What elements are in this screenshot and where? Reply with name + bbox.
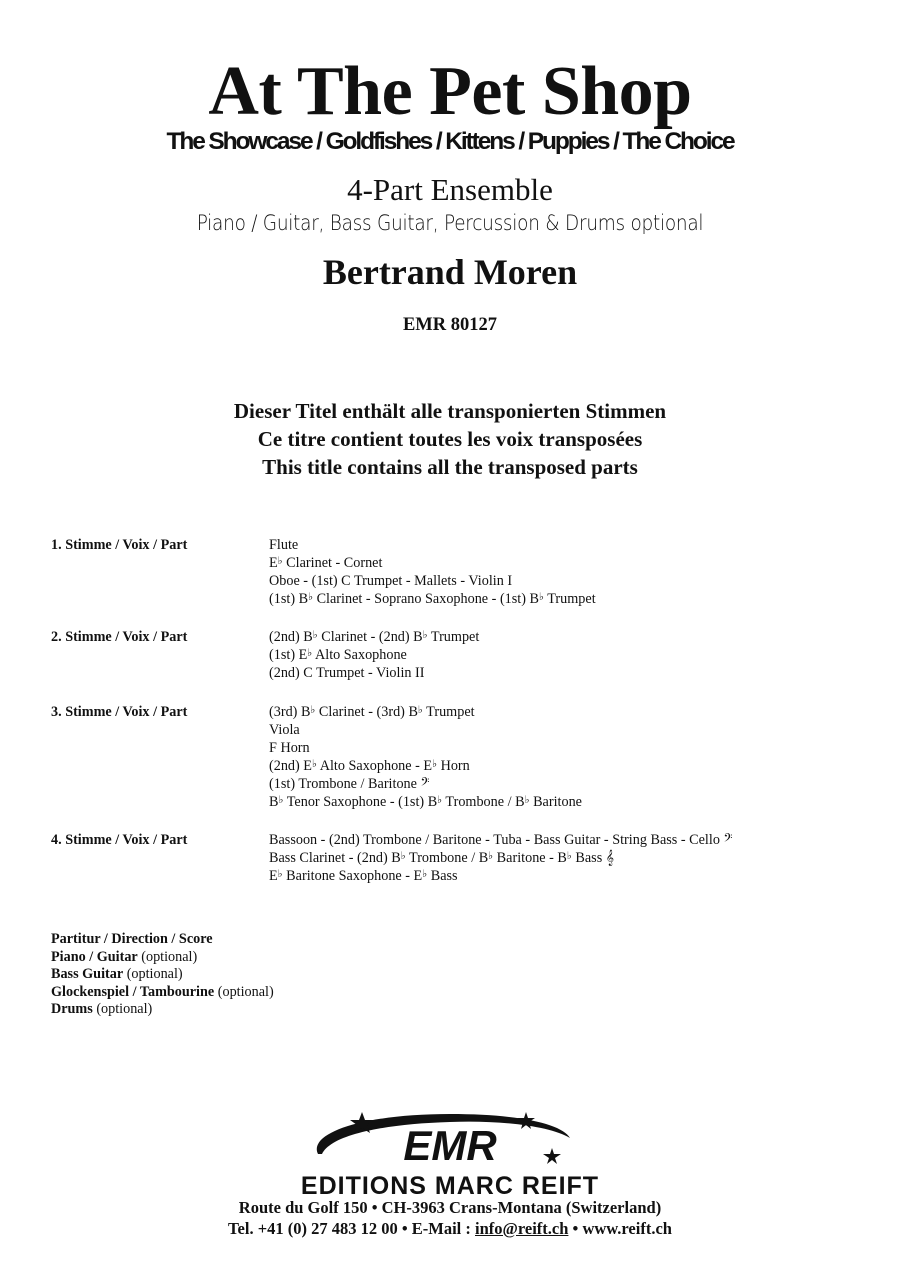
part-instruments	[269, 628, 479, 682]
part-instruments	[269, 536, 596, 608]
bass-clef-icon: 𝄢	[723, 832, 733, 848]
extra-part	[51, 949, 274, 967]
website-link[interactable]: www.reift.ch	[582, 1219, 672, 1238]
flat-sign: ♭	[539, 592, 544, 603]
flat-sign: ♭	[488, 851, 494, 862]
instrument-line: E♭ Baritone Saxophone - E♭ Bass	[269, 868, 458, 884]
page-title: At The Pet Shop	[208, 53, 692, 130]
extra-part-name: Drums	[51, 1001, 93, 1018]
flat-sign: ♭	[566, 851, 572, 862]
composer-name: Bertrand Moren	[322, 252, 578, 292]
instrument-line: Oboe - (1st) C Trumpet - Mallets - Violin I	[269, 573, 513, 589]
emr-logo	[300, 1106, 600, 1201]
flat-sign: ♭	[277, 556, 283, 567]
flat-sign: ♭	[417, 705, 423, 716]
extra-part-note: (optional)	[96, 1001, 153, 1018]
extra-part-note: (optional)	[126, 966, 183, 983]
extra-parts-list	[51, 931, 274, 1019]
flat-sign: ♭	[422, 630, 428, 641]
part-instruments	[269, 703, 582, 811]
instrument-line: E♭ Clarinet - Cornet	[269, 555, 383, 571]
extra-part	[51, 1001, 274, 1019]
flat-sign: ♭	[524, 795, 530, 806]
instrument-line: Bass Clarinet - (2nd) B♭ Trombone / B♭ Baritone - B♭ Bass 𝄞	[269, 850, 615, 866]
flat-sign: ♭	[432, 759, 438, 770]
notice-french: Ce titre contient toutes les voix transposées	[257, 427, 643, 451]
instrument-line: (2nd) C Trumpet - Violin II	[269, 665, 425, 681]
instrument-line: B♭ Tenor Saxophone - (1st) B♭ Trombone / B♭ Baritone	[269, 794, 582, 810]
flat-sign: ♭	[277, 869, 283, 880]
instrument-line: (1st) E♭ Alto Saxophone	[269, 647, 407, 663]
part-label: 2. Stimme / Voix / Part	[51, 629, 188, 645]
email-label: E-Mail :	[411, 1219, 471, 1238]
notice-german: Dieser Titel enthält alle transponierten Stimmen	[233, 399, 667, 423]
publisher-address: Route du Golf 150 • CH-3963 Crans-Montana (Switzerland)	[238, 1198, 662, 1217]
flat-sign: ♭	[307, 648, 313, 659]
instrument-line: (3rd) B♭ Clarinet - (3rd) B♭ Trumpet	[269, 704, 475, 720]
extra-part-name: Piano / Guitar	[51, 948, 138, 965]
movements-subtitle: The Showcase / Goldfishes / Kittens / Puppies / The Choice	[166, 128, 734, 155]
flat-sign: ♭	[308, 592, 314, 603]
flat-sign: ♭	[437, 795, 443, 806]
flat-sign: ♭	[400, 851, 406, 862]
instrument-line: Viola	[269, 722, 300, 738]
flat-sign: ♭	[422, 869, 428, 880]
extra-part-note: (optional)	[217, 983, 274, 1000]
instrument-line: Flute	[269, 537, 299, 553]
publisher-contact: Tel. +41 (0) 27 483 12 00 • E-Mail : info@reift.ch • www.reift.ch	[228, 1219, 672, 1238]
part-instruments	[269, 831, 732, 885]
catalog-number: EMR 80127	[402, 315, 498, 335]
publisher-name: EDITIONS MARC REIFT	[300, 1172, 600, 1200]
transposition-notice	[0, 397, 900, 481]
flat-sign: ♭	[311, 759, 317, 770]
extra-part-name: Bass Guitar	[51, 966, 124, 983]
instrument-line: (1st) Trombone / Baritone 𝄢	[269, 776, 430, 792]
ensemble-type: 4-Part Ensemble	[347, 172, 553, 207]
instrument-line: F Horn	[269, 740, 310, 756]
extra-part	[51, 931, 274, 949]
instrumentation-line: Piano / Guitar, Bass Guitar, Percussion & Drums optional	[196, 211, 704, 235]
part-label: 4. Stimme / Voix / Part	[51, 832, 188, 848]
part-label: 1. Stimme / Voix / Part	[51, 537, 188, 553]
instrument-line: (2nd) B♭ Clarinet - (2nd) B♭ Trumpet	[269, 629, 480, 645]
extra-part-note: (optional)	[141, 948, 198, 965]
extra-part-name: Glockenspiel / Tambourine	[51, 983, 215, 1000]
extra-part-name: Partitur / Direction / Score	[51, 931, 213, 947]
logo-mark: EMR	[403, 1122, 497, 1169]
extra-part	[51, 984, 274, 1002]
part-label: 3. Stimme / Voix / Part	[51, 704, 188, 720]
logo-star-small	[543, 1148, 561, 1164]
instrument-line: Bassoon - (2nd) Trombone / Baritone - Tuba - Bass Guitar - String Bass - Cello 𝄢	[269, 832, 733, 848]
phone: Tel. +41 (0) 27 483 12 00	[228, 1219, 398, 1238]
notice-english: This title contains all the transposed parts	[262, 455, 638, 479]
instrument-line: (2nd) E♭ Alto Saxophone - E♭ Horn	[269, 758, 470, 774]
flat-sign: ♭	[312, 630, 318, 641]
instrument-line: (1st) B♭ Clarinet - Soprano Saxophone - (1st) B♭ Trumpet	[269, 591, 596, 607]
treble-clef-icon: 𝄞	[605, 850, 615, 866]
flat-sign: ♭	[278, 795, 284, 806]
extra-part	[51, 966, 274, 984]
bass-clef-icon: 𝄢	[420, 776, 430, 792]
email-link[interactable]: info@reift.ch	[475, 1219, 569, 1238]
flat-sign: ♭	[310, 705, 316, 716]
